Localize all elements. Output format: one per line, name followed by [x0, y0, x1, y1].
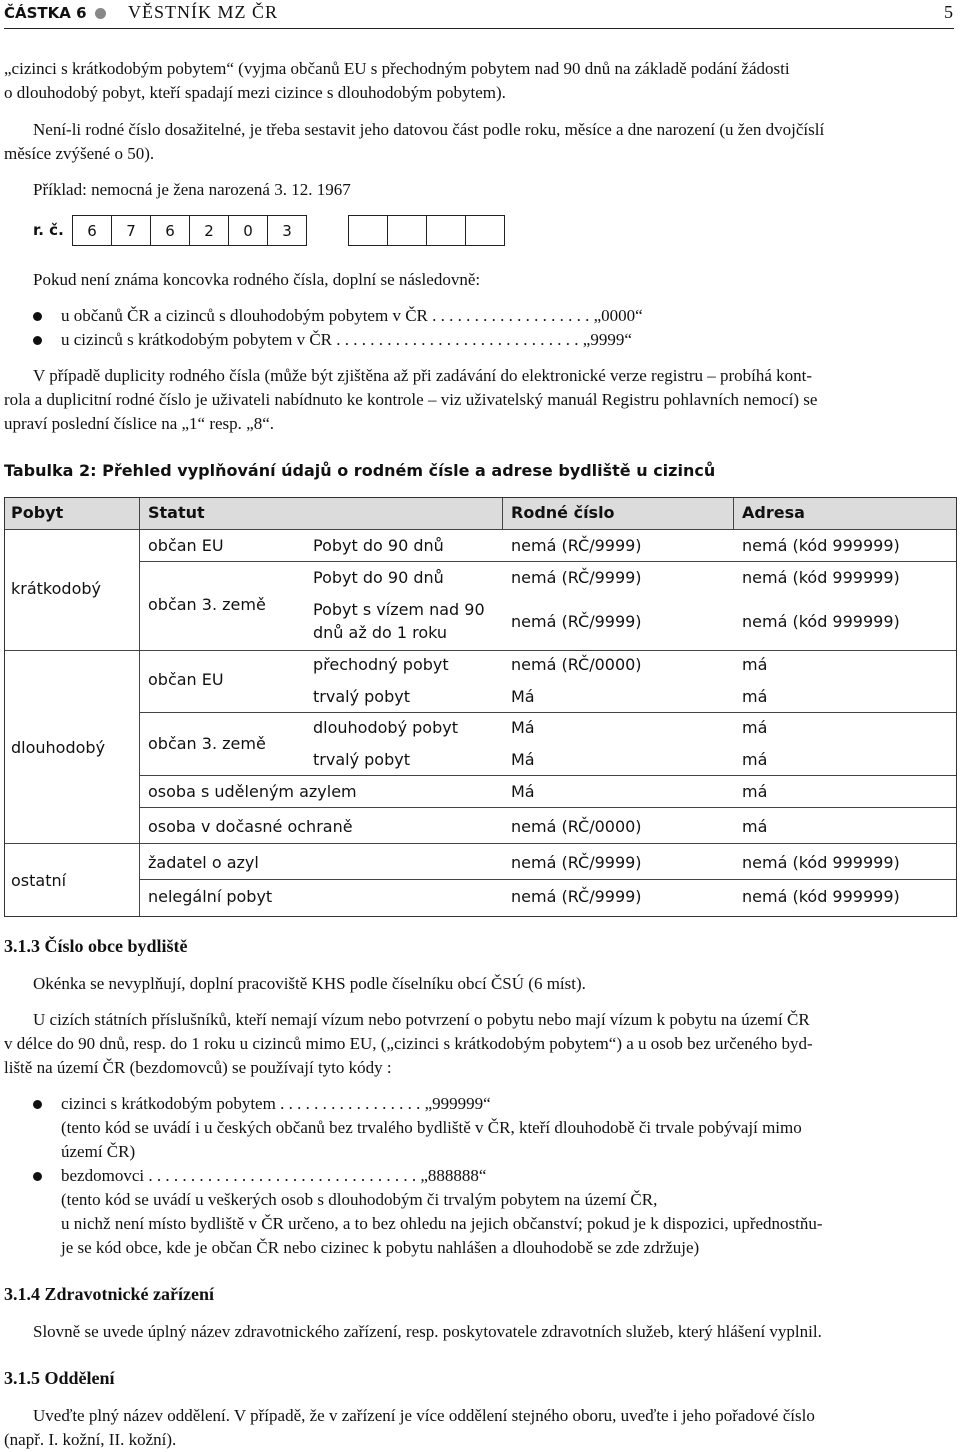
group-long-stay: dlouhodobý — [11, 738, 106, 757]
suffix-item: u cizinců s krátkodobým pobytem v ČR . . . . . . . . . . . . . . . . . . . . . . . . . . . . . „9999“ — [61, 330, 632, 349]
rc-cell: Má — [511, 718, 535, 737]
status-cell: osoba s uděleným azylem — [148, 782, 357, 801]
status-cell: žadatel o azyl — [148, 853, 259, 872]
status-cell: občan EU — [148, 536, 224, 555]
address-cell: má — [742, 718, 768, 737]
bullet-icon — [33, 1100, 42, 1109]
intro-line-2: o dlouhodobý pobyt, kteří spadají mezi cizince s dlouhodobým pobytem). — [4, 83, 506, 102]
table-caption: Tabulka 2: Přehled vyplňování údajů o rodném čísle a adrese bydliště u cizinců — [4, 461, 716, 480]
rc-label: r. č. — [33, 221, 64, 239]
stay-cell: Pobyt do 90 dnů — [313, 536, 444, 555]
bullet-icon — [33, 336, 42, 345]
code-item-note: území ČR) — [61, 1142, 136, 1161]
rc-digit-box: 2 — [189, 215, 229, 246]
address-cell: nemá (kód 999999) — [742, 887, 900, 906]
rc-digit-box: 3 — [267, 215, 307, 246]
stay-cell: Pobyt s vízem nad 90 — [313, 600, 485, 619]
rc-cell: nemá (RČ/9999) — [511, 612, 642, 631]
rc-digit-box: 6 — [72, 215, 112, 246]
page-number: 5 — [944, 2, 953, 22]
column-header-statut: Statut — [148, 503, 205, 522]
status-cell: nelegální pobyt — [148, 887, 273, 906]
table-rule — [733, 498, 734, 529]
header-rule — [4, 28, 954, 29]
address-cell: nemá (kód 999999) — [742, 612, 900, 631]
suffix-intro: Pokud není známa koncovka rodného čísla, doplní se následovně: — [33, 270, 481, 289]
rc-cell: nemá (RČ/0000) — [511, 655, 642, 674]
code-item-note: (tento kód se uvádí i u českých občanů bez trvalého bydliště v ČR, kteří dlouhodobě či trvale pobývají mimo — [61, 1118, 802, 1137]
section-313-paragraph: Okénka se nevyplňují, doplní pracoviště KHS podle číselníku obcí ČSÚ (6 míst). — [33, 974, 586, 993]
intro-line-1: „cizinci s krátkodobým pobytem“ (vyjma občanů EU s přechodným pobytem nad 90 dnů na základě podání žádosti — [4, 59, 790, 78]
section-315-line-2: (např. I. kožní, II. kožní). — [4, 1430, 177, 1449]
code-item-note: u nichž není místo bydliště v ČR určeno, a to bez ohledu na jejich občanství; pokud je k dispozici, upřednostňu- — [61, 1214, 823, 1233]
code-item-homeless: bezdomovci . . . . . . . . . . . . . . . . . . . . . . . . . . . . . . . . „888888“ — [61, 1166, 487, 1185]
rc-digit-box: 6 — [150, 215, 190, 246]
table-rule — [5, 843, 956, 844]
stay-cell: přechodný pobyt — [313, 655, 449, 674]
section-313-line-2: v délce do 90 dnů, resp. do 1 roku u cizinců mimo EU, („cizinci s krátkodobým pobytem“) a u osob bez určeného byd- — [4, 1034, 813, 1053]
address-cell: nemá (kód 999999) — [742, 568, 900, 587]
table-rule — [140, 712, 956, 713]
suffix-item: u občanů ČR a cizinců s dlouhodobým pobytem v ČR . . . . . . . . . . . . . . . . . . . „0000“ — [61, 306, 643, 325]
rc-digit-box: 0 — [228, 215, 268, 246]
birth-number-note-line-2: měsíce zvýšené o 50). — [4, 144, 155, 163]
rc-suffix-box — [426, 215, 466, 246]
table-rule — [140, 807, 956, 808]
birth-number-note-line-1: Není-li rodné číslo dosažitelné, je třeba sestavit jeho datovou část podle roku, měsíce a dne narození (u žen dvojčíslí — [33, 120, 825, 139]
table-rule — [5, 650, 956, 651]
code-item-note: je se kód obce, kde je občan ČR nebo cizinec k pobytu nahlášen a dlouhodobě se zde zdržuje) — [61, 1238, 700, 1257]
stay-cell: trvalý pobyt — [313, 750, 410, 769]
table-rule — [140, 879, 956, 880]
status-cell: občan 3. země — [148, 595, 266, 614]
address-cell: nemá (kód 999999) — [742, 536, 900, 555]
rc-cell: nemá (RČ/9999) — [511, 568, 642, 587]
address-cell: má — [742, 817, 768, 836]
running-header — [0, 0, 960, 28]
table-rule — [140, 775, 956, 776]
column-header-adresa: Adresa — [742, 503, 805, 522]
address-cell: má — [742, 687, 768, 706]
table-rule — [502, 498, 503, 529]
section-313-line-1: U cizích státních příslušníků, kteří nemají vízum nebo potvrzení o pobytu nebo mají vízum k pobytu na území ČR — [33, 1010, 810, 1029]
rc-suffix-box — [465, 215, 505, 246]
code-item-short-stay: cizinci s krátkodobým pobytem . . . . . . . . . . . . . . . . . „999999“ — [61, 1094, 491, 1113]
rc-suffix-box — [387, 215, 427, 246]
group-other: ostatní — [11, 871, 67, 890]
stay-cell: Pobyt do 90 dnů — [313, 568, 444, 587]
section-heading-315: 3.1.5 Oddělení — [4, 1368, 115, 1388]
rc-digit-box: 7 — [111, 215, 151, 246]
issue-part: ČÁSTKA 6 — [4, 4, 87, 22]
code-item-note: (tento kód se uvádí u veškerých osob s dlouhodobým či trvalým pobytem na území ČR, — [61, 1190, 658, 1209]
bullet-icon — [33, 1172, 42, 1181]
example-text: Příklad: nemocná je žena narozená 3. 12. 1967 — [33, 180, 351, 199]
group-short-stay: krátkodobý — [11, 579, 101, 598]
rc-cell: Má — [511, 687, 535, 706]
table-rule — [5, 529, 956, 530]
status-cell: osoba v dočasné ochraně — [148, 817, 353, 836]
address-cell: má — [742, 750, 768, 769]
duplicity-line-1: V případě duplicity rodného čísla (může být zjištěna až při zadávání do elektronické verze registru – probíhá kont- — [33, 366, 813, 385]
section-314-paragraph: Slovně se uvede úplný název zdravotnického zařízení, resp. poskytovatele zdravotních služeb, který hlášení vyplnil. — [33, 1322, 822, 1341]
section-heading-313: 3.1.3 Číslo obce bydliště — [4, 936, 188, 956]
column-header-pobyt: Pobyt — [11, 503, 64, 522]
status-cell: občan 3. země — [148, 734, 266, 753]
rc-cell: Má — [511, 750, 535, 769]
bullet-icon — [33, 312, 42, 321]
status-cell: občan EU — [148, 670, 224, 689]
rc-cell: Má — [511, 782, 535, 801]
stay-cell: trvalý pobyt — [313, 687, 410, 706]
section-heading-314: 3.1.4 Zdravotnické zařízení — [4, 1284, 214, 1304]
rc-cell: nemá (RČ/9999) — [511, 536, 642, 555]
address-cell: má — [742, 655, 768, 674]
section-313-line-3: liště na území ČR (bezdomovců) se používají tyto kódy : — [4, 1058, 392, 1077]
rc-suffix-box — [348, 215, 388, 246]
rc-cell: nemá (RČ/0000) — [511, 817, 642, 836]
bullet-dot-icon — [95, 8, 106, 19]
duplicity-line-2: rola a duplicitní rodné číslo je uživateli nabídnuto ke kontrole – viz uživatelský manuál Registru pohlavních nemocí) se — [4, 390, 818, 409]
rc-cell: nemá (RČ/9999) — [511, 887, 642, 906]
duplicity-line-3: upraví poslední číslice na „1“ resp. „8“. — [4, 414, 275, 433]
journal-title: VĚSTNÍK MZ ČR — [128, 2, 279, 22]
section-315-line-1: Uveďte plný název oddělení. V případě, že v zařízení je více oddělení stejného oboru, uveďte i jeho pořadové číslo — [33, 1406, 815, 1425]
rc-cell: nemá (RČ/9999) — [511, 853, 642, 872]
table-rule — [140, 561, 956, 562]
address-cell: má — [742, 782, 768, 801]
address-cell: nemá (kód 999999) — [742, 853, 900, 872]
column-header-rodne-cislo: Rodné číslo — [511, 503, 615, 522]
stay-cell: dlouhodobý pobyt — [313, 718, 458, 737]
stay-cell-continued: dnů až do 1 roku — [313, 623, 448, 642]
